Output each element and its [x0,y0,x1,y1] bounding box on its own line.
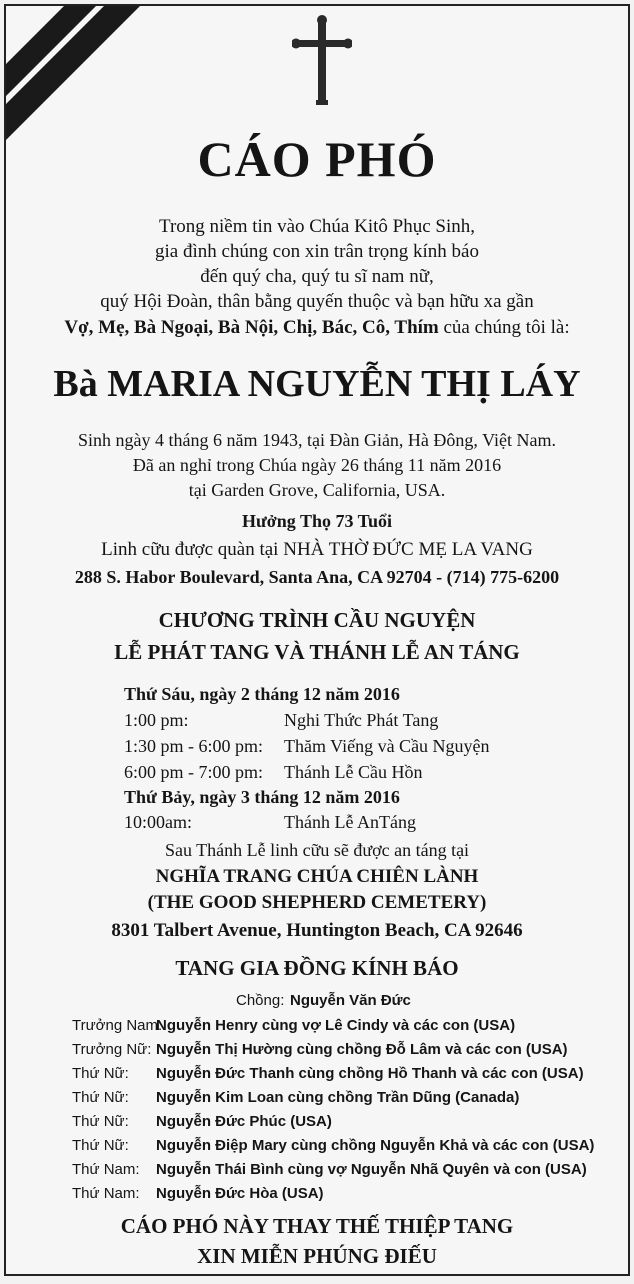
intro-line: gia đình chúng con xin trân trọng kính báo [155,241,479,262]
church-address: 288 S. Habor Boulevard, Santa Ana, CA 92704 - (714) 775-6200 [74,567,560,587]
family-member: Nguyễn Henry cùng vợ Lê Cindy và các con (USA) [156,1017,516,1034]
family-role: Thứ Nữ: [72,1065,129,1082]
family-role: Thứ Nữ: [72,1113,129,1130]
family-member: Nguyễn Điệp Mary cùng chồng Nguyễn Khả và các con (USA) [156,1137,595,1154]
family-member: Nguyễn Đức Phúc (USA) [156,1113,332,1130]
family-member: Nguyễn Kim Loan cùng chồng Trần Dũng (Canada) [156,1089,520,1106]
family-role: Thứ Nam: [72,1161,140,1178]
intro-line: đến quý cha, quý tu sĩ nam nữ, [200,266,434,287]
family-member: Nguyễn Thái Bình cùng vợ Nguyễn Nhã Quyên và con (USA) [156,1161,587,1178]
vigil-line [6,539,628,561]
cemetery-english-name: (THE GOOD SHEPHERD CEMETERY) [147,892,487,913]
spouse-name: Nguyễn Văn Đức [290,992,411,1009]
intro-line: quý Hội Đoàn, thân bằng quyến thuộc và bạn hữu xa gần [100,291,534,312]
birth-info: Sinh ngày 4 tháng 6 năm 1943, tại Đàn Giản, Hà Đông, Việt Nam. [77,430,556,450]
event-name: Thăm Viếng và Cầu Nguyện [284,736,490,756]
event-name: Thánh Lễ AnTáng [284,812,416,832]
death-info: Đã an nghỉ trong Chúa ngày 26 tháng 11 năm 2016 [132,455,502,475]
relation-line [6,317,628,339]
day2-heading: Thứ Bảy, ngày 3 tháng 12 năm 2016 [124,787,400,807]
day1-heading: Thứ Sáu, ngày 2 tháng 12 năm 2016 [124,684,400,704]
cemetery-address: 8301 Talbert Avenue, Huntington Beach, CA 92646 [111,920,523,941]
vigil-place: NHÀ THỜ ĐỨC MẸ LA VANG [283,539,533,560]
family-role: Thứ Nữ: [72,1089,129,1106]
spouse-role: Chồng: [236,992,285,1009]
family-role: Thứ Nữ: [72,1137,129,1154]
obituary-notice [4,4,630,1276]
event-name: Nghi Thức Phát Tang [284,710,439,730]
closing-line: CÁO PHÓ NÀY THAY THẾ THIỆP TANG [120,1214,514,1238]
event-time: 10:00am: [124,812,192,832]
burial-intro: Sau Thánh Lễ linh cữu sẽ được an táng tại [164,840,470,860]
family-role: Thứ Nam: [72,1185,140,1202]
closing-line: XIN MIỄN PHÚNG ĐIẾU [197,1244,437,1268]
family-title: TANG GIA ĐỒNG KÍNH BÁO [175,956,459,980]
event-time: 1:30 pm - 6:00 pm: [124,736,263,756]
schedule-row [124,710,438,731]
program-subtitle: LỄ PHÁT TANG VÀ THÁNH LỄ AN TÁNG [114,640,520,664]
event-time: 6:00 pm - 7:00 pm: [124,762,263,782]
event-time: 1:00 pm: [124,710,189,730]
cross-icon [292,14,352,106]
page-title: CÁO PHÓ [197,131,437,187]
deceased-name: Bà MARIA NGUYỄN THỊ LÁY [53,363,581,405]
cemetery-name: NGHĨA TRANG CHÚA CHIÊN LÀNH [155,866,479,887]
mourning-ribbon-icon [6,6,146,146]
death-place: tại Garden Grove, California, USA. [188,480,446,500]
intro-line: Trong niềm tin vào Chúa Kitô Phục Sinh, [159,216,475,237]
relation-suffix: của chúng tôi là: [438,317,570,338]
family-role: Trưởng Nam: [72,1017,163,1034]
age-info: Hưởng Thọ 73 Tuổi [241,511,392,531]
vigil-prefix: Linh cữu được quàn tại [101,539,284,560]
event-name: Thánh Lễ Cầu Hồn [284,762,423,782]
schedule-row [124,762,422,783]
family-role: Trưởng Nữ: [72,1041,152,1058]
schedule-row [124,812,416,833]
program-title: CHƯƠNG TRÌNH CẦU NGUYỆN [158,608,476,632]
schedule-row [124,736,490,757]
family-member: Nguyễn Thị Hường cùng chồng Đỗ Lâm và các con (USA) [156,1041,568,1058]
relation-titles: Vợ, Mẹ, Bà Ngoại, Bà Nội, Chị, Bác, Cô, Thím [64,317,439,338]
family-member: Nguyễn Đức Hòa (USA) [156,1185,324,1202]
family-member: Nguyễn Đức Thanh cùng chồng Hồ Thanh và các con (USA) [156,1065,584,1082]
